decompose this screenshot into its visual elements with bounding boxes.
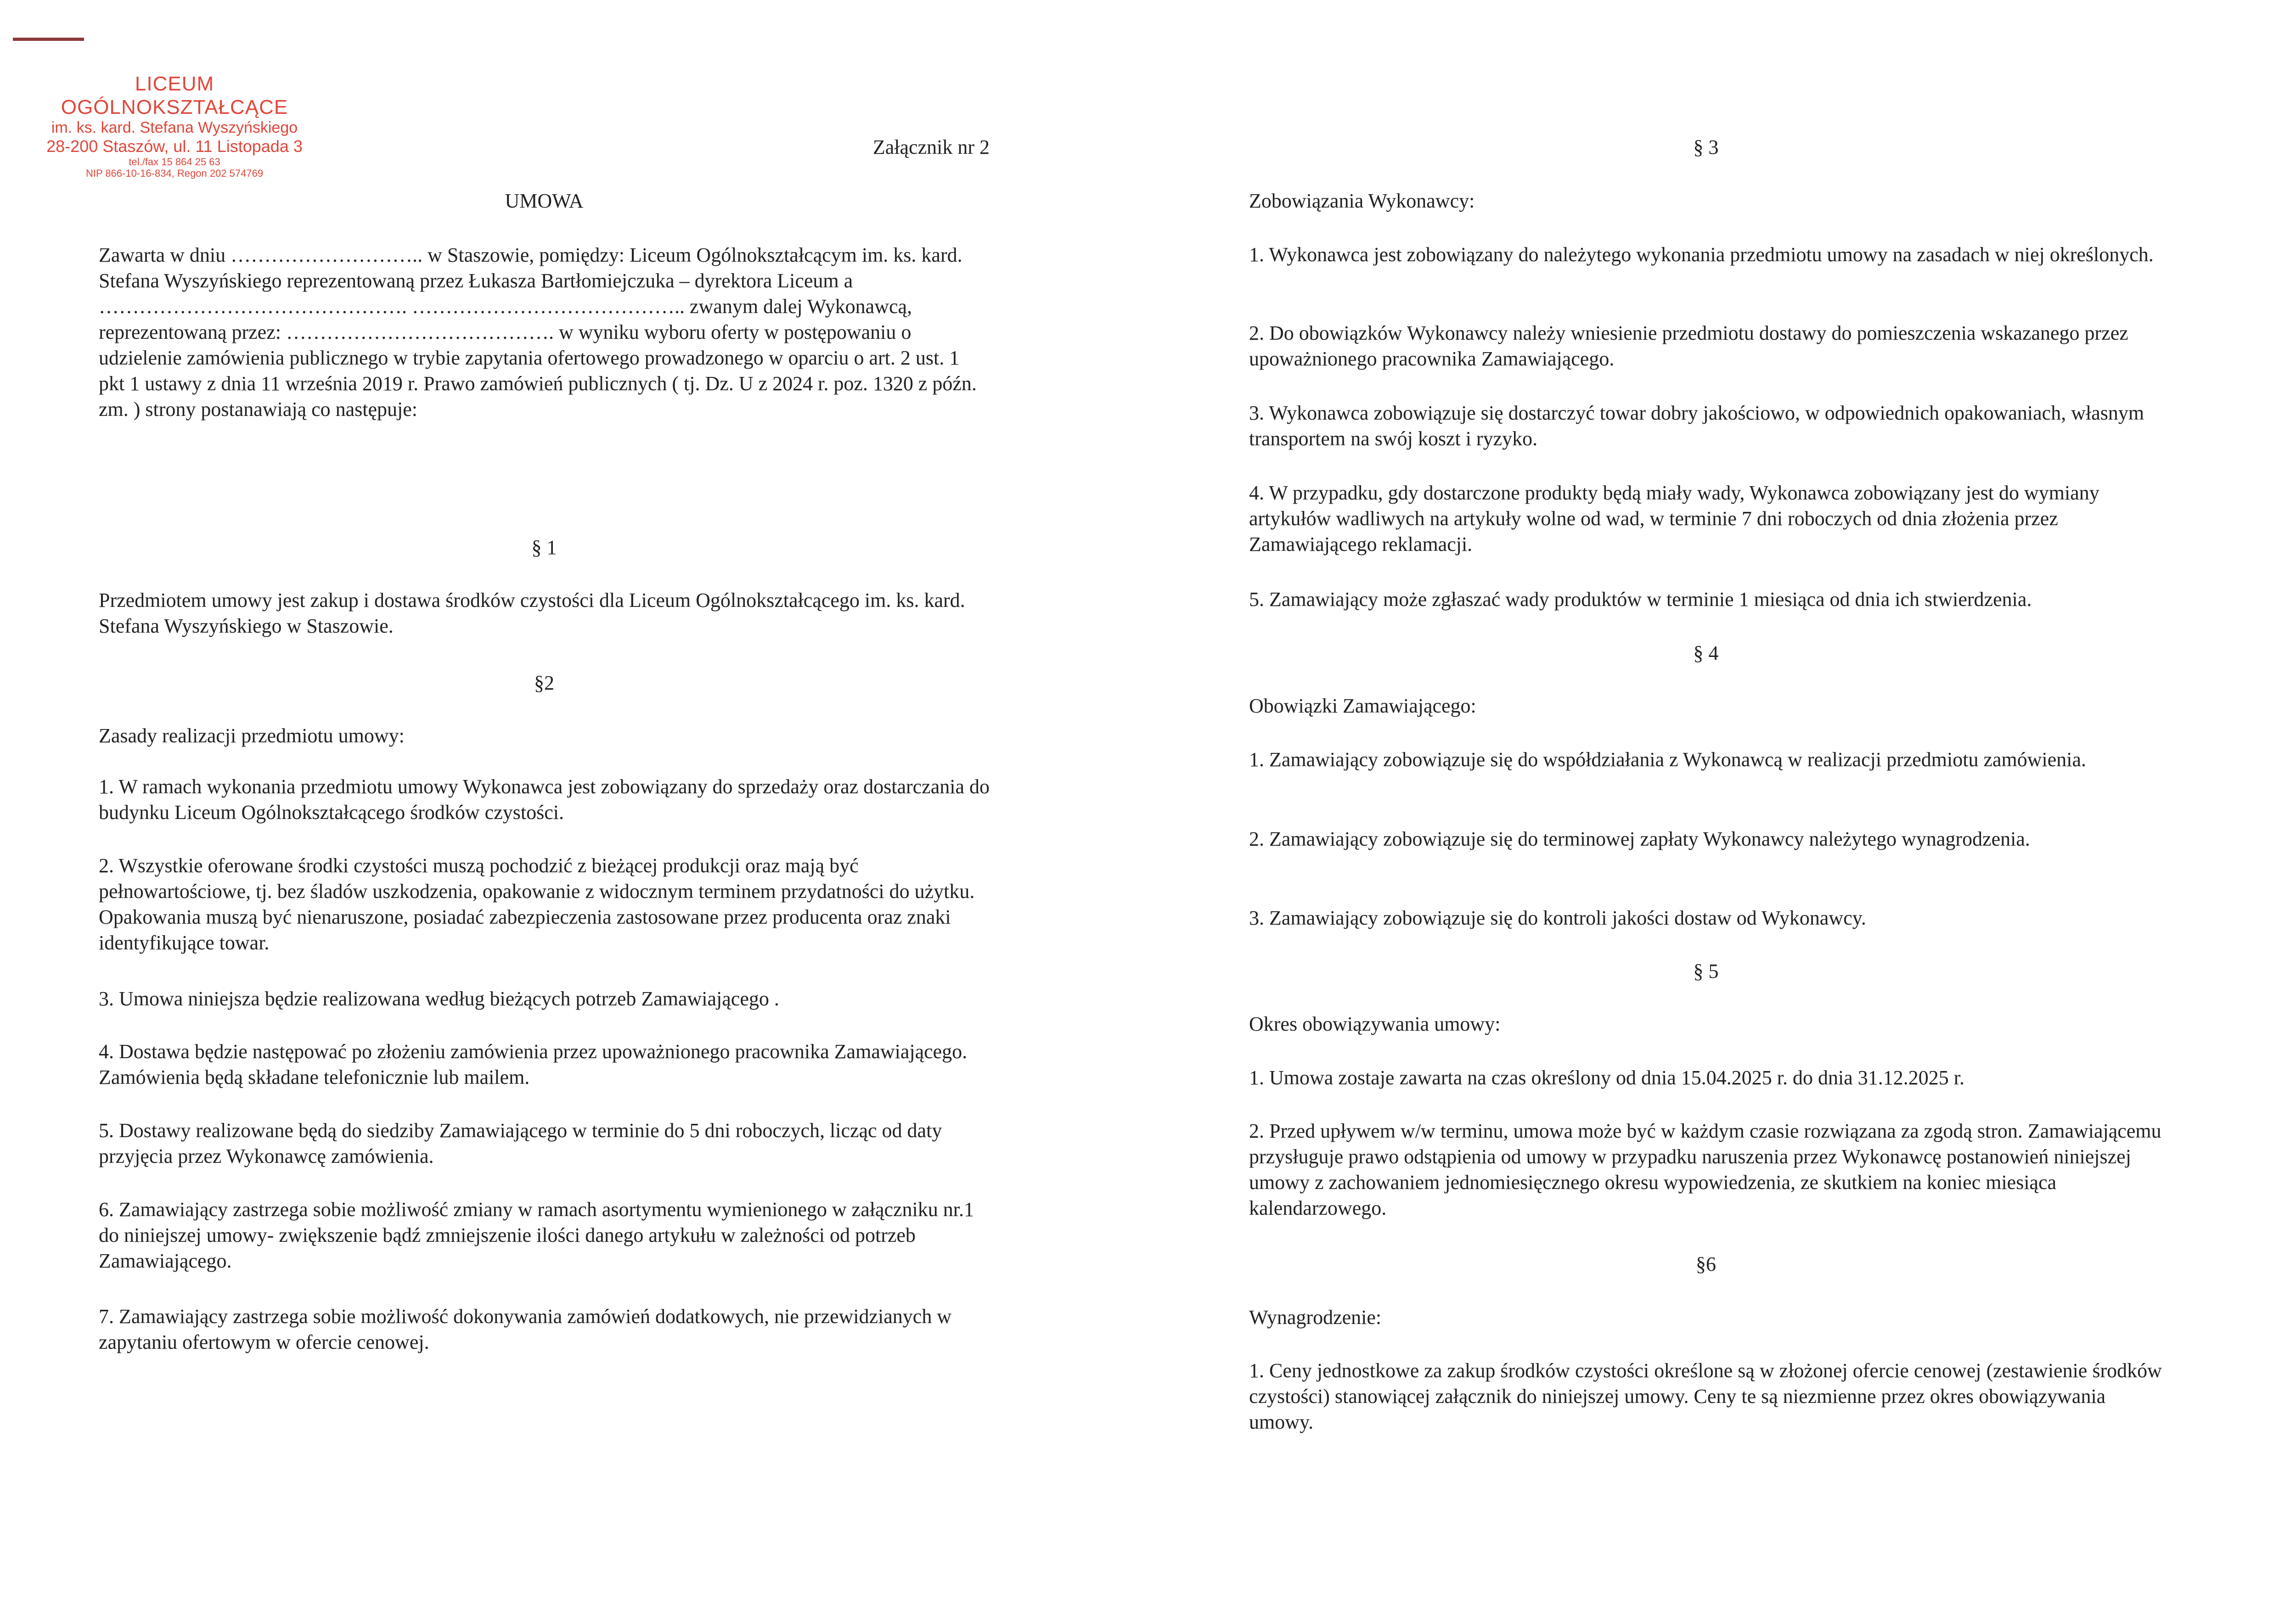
section-6-heading: §6	[1696, 1253, 1716, 1275]
section-2-point-5: 5. Dostawy realizowane będą do siedziby Zamawiającego w terminie do 5 dni roboczych, licząc od daty przyjęcia przez Wykonawcę zamówienia.	[99, 1119, 942, 1167]
stamp-line-nip: NIP 866-10-16-834, Regon 202 574769	[85, 167, 264, 179]
section-2-point-7: 7. Zamawiający zastrzega sobie możliwość dokonywania zamówień dodatkowych, nie przewidzianych w zapytaniu ofertowym w ofercie cenowej.	[99, 1305, 952, 1353]
section-2-title: Zasady realizacji przedmiotu umowy:	[99, 724, 405, 747]
section-5-title: Okres obowiązywania umowy:	[1249, 1013, 1501, 1035]
section-3-point-4: 4. W przypadku, gdy dostarczone produkty będą miały wady, Wykonawca zobowiązany jest do wymiany artykułów wadliwych na artykuły wolne od wad, w terminie 7 dni roboczych od dnia złożenia przez Zamawiającego reklamacji.	[1249, 482, 2099, 555]
stamp-line-name: LICEUM OGÓLNOKSZTAŁCĄCE	[61, 73, 288, 118]
section-2-point-3: 3. Umowa niniejsza będzie realizowana według bieżących potrzeb Zamawiającego .	[99, 987, 779, 1010]
section-5-heading: § 5	[1693, 960, 1719, 982]
section-2-point-1: 1. W ramach wykonania przedmiotu umowy Wykonawca jest zobowiązany do sprzedaży oraz dostarczania do budynku Liceum Ogólnokształcącego środków czystości.	[99, 775, 990, 824]
section-3-point-2: 2. Do obowiązków Wykonawcy należy wniesienie przedmiotu dostawy do pomieszczenia wskazanego przez upoważnionego pracownika Zamawiającego.	[1249, 322, 2128, 370]
page-column-1	[99, 0, 990, 1610]
section-2-point-2: 2. Wszystkie oferowane środki czystości muszą pochodzić z bieżącej produkcji oraz mają być pełnowartościowe, tj. bez śladów uszkodzenia, opakowanie z widocznym terminem przydatności do użytku. Opakowania muszą być nienaruszone, posiadać zabezpieczenia zastosowane przez producenta oraz znaki identyfikujące towar.	[99, 854, 975, 954]
stamp-line-phone: tel./fax 15 864 25 63	[129, 156, 220, 168]
section-3-title: Zobowiązania Wykonawcy:	[1249, 190, 1475, 212]
section-4-heading: § 4	[1693, 642, 1719, 664]
section-2-point-6: 6. Zamawiający zastrzega sobie możliwość zmiany w ramach asortymentu wymienionego w załączniku nr.1 do niniejszej umowy- zwiększenie bądź zmniejszenie ilości danego artykułu w zależności od potrzeb Zamawiającego.	[99, 1198, 974, 1272]
section-6-point-1: 1. Ceny jednostkowe za zakup środków czystości określone są w złożonej ofercie cenowej (zestawienie środków czystości) stanowiącej załącznik do niniejszej umowy. Ceny te są niezmienne przez okres obowiązywania umowy.	[1249, 1359, 2162, 1433]
contract-intro: Zawarta w dniu ……………………….. w Staszowie, pomiędzy: Liceum Ogólnokształcącym im. ks. kard. Stefana Wyszyńskiego reprezentowaną przez Łukasza Bartłomiejczuka – dyrektora Liceum a ………………………………………. ………………………………….. zwanym dalej Wykonawcą, reprezentowaną przez: …………………………………. w wyniku wyboru oferty w postępowaniu o udzielenie zamówienia publicznego w trybie zapytania ofertowego prowadzonego w oparciu o art. 2 ust. 1 pkt 1 ustawy z dnia 11 września 2019 r. Prawo zamówień publicznych ( tj. Dz. U z 2024 r. poz. 1320 z późn. zm. ) strony postanawiają co następuje:	[99, 244, 977, 421]
document-title: UMOWA	[505, 190, 584, 212]
section-1-text: Przedmiotem umowy jest zakup i dostawa środków czystości dla Liceum Ogólnokształcącego im. ks. kard. Stefana Wyszyńskiego w Staszowie.	[99, 589, 965, 637]
section-3-point-3: 3. Wykonawca zobowiązuje się dostarczyć towar dobry jakościowo, w odpowiednich opakowaniach, własnym transportem na swój koszt i ryzyko.	[1249, 402, 2144, 450]
section-3-point-1: 1. Wykonawca jest zobowiązany do należytego wykonania przedmiotu umowy na zasadach w niej określonych.	[1249, 243, 2154, 266]
section-2-point-4: 4. Dostawa będzie następować po złożeniu zamówienia przez upoważnionego pracownika Zamawiającego. Zamówienia będą składane telefonicznie lub mailem.	[99, 1040, 968, 1088]
stamp-line-patron: im. ks. kard. Stefana Wyszyńskiego	[51, 119, 298, 137]
section-4-point-2: 2. Zamawiający zobowiązuje się do terminowej zapłaty Wykonawcy należytego wynagrodzenia.	[1249, 828, 2030, 850]
stamp-line-address: 28-200 Staszów, ul. 11 Listopada 3	[46, 137, 303, 156]
section-3-heading: § 3	[1693, 136, 1719, 158]
section-4-title: Obowiązki Zamawiającego:	[1249, 695, 1476, 717]
page-column-2	[1249, 0, 2163, 1610]
top-edge-mark	[13, 38, 84, 41]
section-3-point-5: 5. Zamawiający może zgłaszać wady produktów w terminie 1 miesiąca od dnia ich stwierdzenia.	[1249, 588, 2032, 611]
section-6-title: Wynagrodzenie:	[1249, 1306, 1382, 1329]
section-4-point-1: 1. Zamawiający zobowiązuje się do współdziałania z Wykonawcą w realizacji przedmiotu zamówienia.	[1249, 748, 2087, 771]
attachment-label: Załącznik nr 2	[872, 136, 990, 158]
section-5-point-2: 2. Przed upływem w/w terminu, umowa może być w każdym czasie rozwiązana za zgodą stron. Zamawiającemu przysługuje prawo odstąpienia od umowy w przypadku naruszenia przez Wykonawcę postanowień niniejszej umowy z zachowaniem jednomiesięcznego okresu wypowiedzenia, ze skutkiem na koniec miesiąca kalendarzowego.	[1249, 1120, 2161, 1219]
section-4-point-3: 3. Zamawiający zobowiązuje się do kontroli jakości dostaw od Wykonawcy.	[1249, 907, 1866, 929]
section-2-heading: §2	[534, 672, 554, 694]
section-1-heading: § 1	[531, 536, 557, 559]
section-5-point-1: 1. Umowa zostaje zawarta na czas określony od dnia 15.04.2025 r. do dnia 31.12.2025 r.	[1249, 1066, 1964, 1089]
